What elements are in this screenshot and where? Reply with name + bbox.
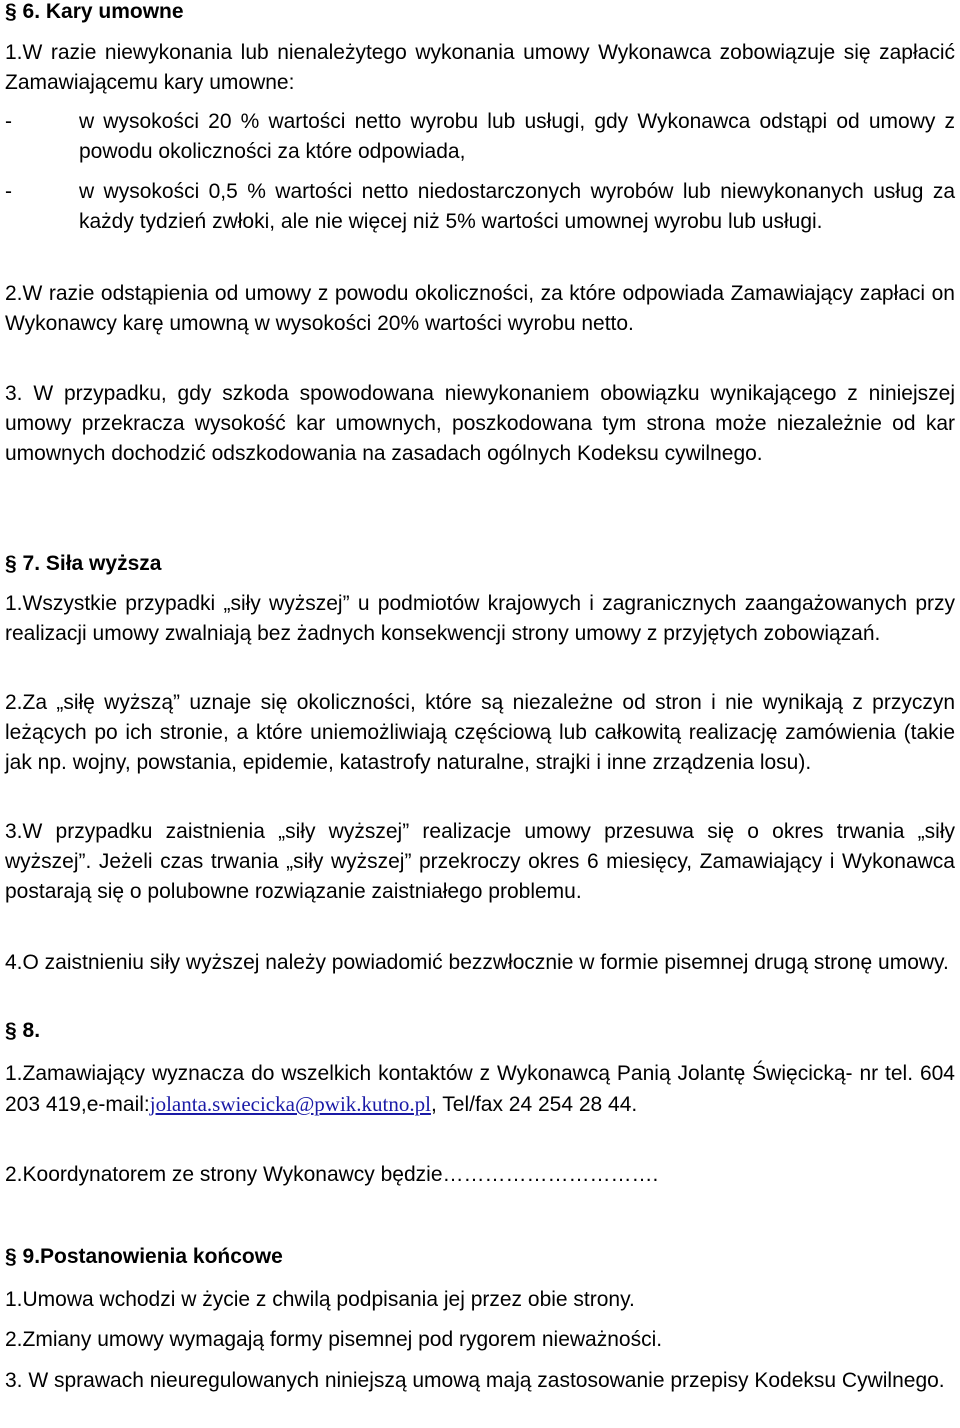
section-7-para-1 xyxy=(5,589,955,649)
paragraph-text: 1.W razie niewykonania lub nienależytego wykonania umowy Wykonawca zobowiązuje się zapłacić Zamawiającemu kary umowne: xyxy=(5,41,955,94)
paragraph-text: 2.Za „siłę wyższą” uznaje się okoliczności, które są niezależne od stron i nie wynikają z przyczyn leżących po ich stronie, a które uniemożliwiają częściową lub całkowitą realizację zamówienia (takie jak np. wojny, powstania, epidemie, katastrofy naturalne, strajki i inne zrządzenia losu). xyxy=(5,691,955,774)
paragraph-text: 1.Wszystkie przypadki „siły wyższej” u podmiotów krajowych i zagranicznych zaangażowanych przy realizacji umowy zwalniają bez żadnych konsekwencji strony umowy z przyjętych zobowiązań. xyxy=(5,592,955,645)
paragraph-text: 3.W przypadku zaistnienia „siły wyższej” realizacje umowy przesuwa się o okres trwania „siły wyższej”. Jeżeli czas trwania „siły wyższej” przekroczy okres 6 miesięcy, Zamawiający i Wykonawca postarają się o polubowne rozwiązanie zaistniałego problemu. xyxy=(5,820,955,903)
section-9-title: § 9.Postanowienia końcowe xyxy=(5,1245,283,1268)
section-8 xyxy=(5,1019,955,1043)
section-6-title: § 6. Kary umowne xyxy=(5,0,184,23)
section-6-para-3 xyxy=(5,379,955,469)
email-link[interactable]: jolanta.swiecicka@pwik.kutno.pl xyxy=(149,1092,431,1116)
section-7-title: § 7. Siła wyższa xyxy=(5,552,162,575)
paragraph-text: 3. W sprawach nieuregulowanych niniejszą umową mają zastosowanie przepisy Kodeksu Cywilnego. xyxy=(5,1369,945,1392)
paragraph-text: 2.Zmiany umowy wymagają formy pisemnej pod rygorem nieważności. xyxy=(5,1328,663,1351)
paragraph-text: 1.Zamawiający wyznacza do wszelkich kontaktów z Wykonawcą Panią Jolantę Święcicką- nr tel. 604 203 419,e-mail: xyxy=(5,1062,955,1116)
paragraph-text: 2.Koordynatorem ze strony Wykonawcy będzie…………………………. xyxy=(5,1163,659,1186)
section-9-para-2 xyxy=(5,1325,955,1355)
section-7-para-4 xyxy=(5,948,955,978)
section-6-para-1 xyxy=(5,38,955,98)
bullet-dash: - xyxy=(5,180,12,203)
section-9-para-1 xyxy=(5,1285,955,1315)
paragraph-text: 3. W przypadku, gdy szkoda spowodowana niewykonaniem obowiązku wynikającego z niniejszej umowy przekracza wysokość kar umownych, poszkodowana tym strona może niezależnie od kar umownych dochodzić odszkodowania na zasadach ogólnych Kodeksu cywilnego. xyxy=(5,382,955,465)
bullet-text: w wysokości 0,5 % wartości netto niedostarczonych wyrobów lub niewykonanych usług za każdy tydzień zwłoki, ale nie więcej niż 5% wartości umownej wyrobu lub usługi. xyxy=(79,180,955,233)
paragraph-text: 2.W razie odstąpienia od umowy z powodu okoliczności, za które odpowiada Zamawiający zapłaci on Wykonawcy karę umowną w wysokości 20% wartości wyrobu netto. xyxy=(5,282,955,335)
section-6 xyxy=(5,0,955,24)
section-9-para-3 xyxy=(5,1366,955,1396)
bullet-text: w wysokości 20 % wartości netto wyrobu lub usługi, gdy Wykonawca odstąpi od umowy z powodu okoliczności za które odpowiada, xyxy=(79,110,955,163)
section-7-para-3 xyxy=(5,817,955,907)
section-7 xyxy=(5,552,955,576)
section-8-para-2 xyxy=(5,1160,955,1190)
section-6-bullet-1 xyxy=(5,107,955,167)
section-9 xyxy=(5,1245,955,1269)
section-8-para-1 xyxy=(5,1059,955,1120)
section-6-bullet-2 xyxy=(5,177,955,237)
paragraph-text: 1.Umowa wchodzi w życie z chwilą podpisania jej przez obie strony. xyxy=(5,1288,635,1311)
paragraph-text: 4.O zaistnieniu siły wyższej należy powiadomić bezzwłocznie w formie pisemnej drugą stronę umowy. xyxy=(5,951,949,974)
bullet-dash: - xyxy=(5,110,12,133)
section-7-para-2 xyxy=(5,688,955,778)
paragraph-text: , Tel/fax 24 254 28 44. xyxy=(430,1093,638,1116)
section-8-title: § 8. xyxy=(5,1019,41,1042)
section-6-para-2 xyxy=(5,279,955,339)
